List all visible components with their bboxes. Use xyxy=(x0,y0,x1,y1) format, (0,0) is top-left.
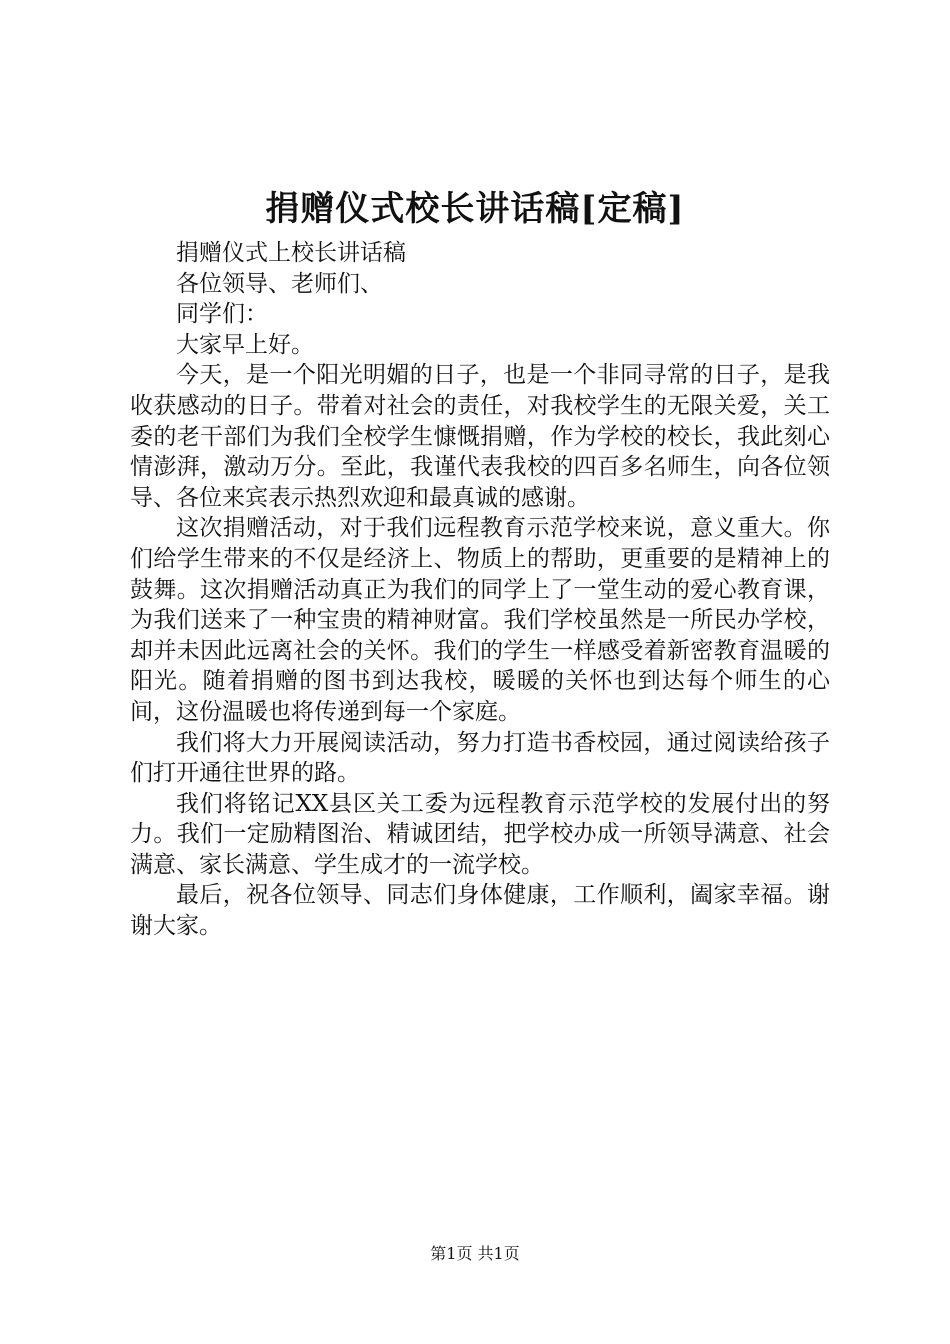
page-footer: 第1页 共1页 xyxy=(430,1244,520,1263)
body-paragraph-greeting: 大家早上好。 xyxy=(176,331,314,358)
body-paragraph-heading: 捐赠仪式上校长讲话稿 xyxy=(176,240,406,266)
body-paragraph: 我们将铭记XX县区关工委为远程教育示范学校的发展付出的努力。我们一定励精图治、精诚团结，把学校办成一所领导满意、社会满意、家长满意、学生成才的一流学校。 xyxy=(130,790,830,878)
body-paragraph: 这次捐赠活动，对于我们远程教育示范学校来说，意义重大。你们给学生带来的不仅是经济上、物质上的帮助，更重要的是精神上的鼓舞。这次捐赠活动真正为我们的同学上了一堂生动的爱心教育课，为我们送来了一种宝贵的精神财富。我们学校虽然是一所民办学校，却并未因此远离社会的关怀。我们的学生一样感受着新密教育温暖的阳光。随着捐赠的图书到达我校，暖暖的关怀也到达每个师生的心间，这份温暖也将传递到每一个家庭。 xyxy=(130,515,830,725)
document-body xyxy=(130,238,830,942)
body-paragraph-closing: 最后，祝各位领导、同志们身体健康，工作顺利，阖家幸福。谢谢大家。 xyxy=(130,882,830,940)
body-paragraph-salutation-2: 同学们： xyxy=(176,301,268,328)
body-paragraph: 今天，是一个阳光明媚的日子，也是一个非同寻常的日子，是我收获感动的日子。带着对社会的责任，对我校学生的无限关爱，关工委的老干部们为我们全校学生慷慨捐赠，作为学校的校长，我此刻心情澎湃，激动万分。至此，我谨代表我校的四百多名师生，向各位领导、各位来宾表示热烈欢迎和最真诚的感谢。 xyxy=(130,362,830,511)
body-paragraph-salutation-1: 各位领导、老师们、 xyxy=(176,270,383,297)
body-paragraph: 我们将大力开展阅读活动，努力打造书香校园，通过阅读给孩子们打开通往世界的路。 xyxy=(130,729,830,787)
document-title: 捐赠仪式校长讲话稿[定稿] xyxy=(265,189,685,229)
